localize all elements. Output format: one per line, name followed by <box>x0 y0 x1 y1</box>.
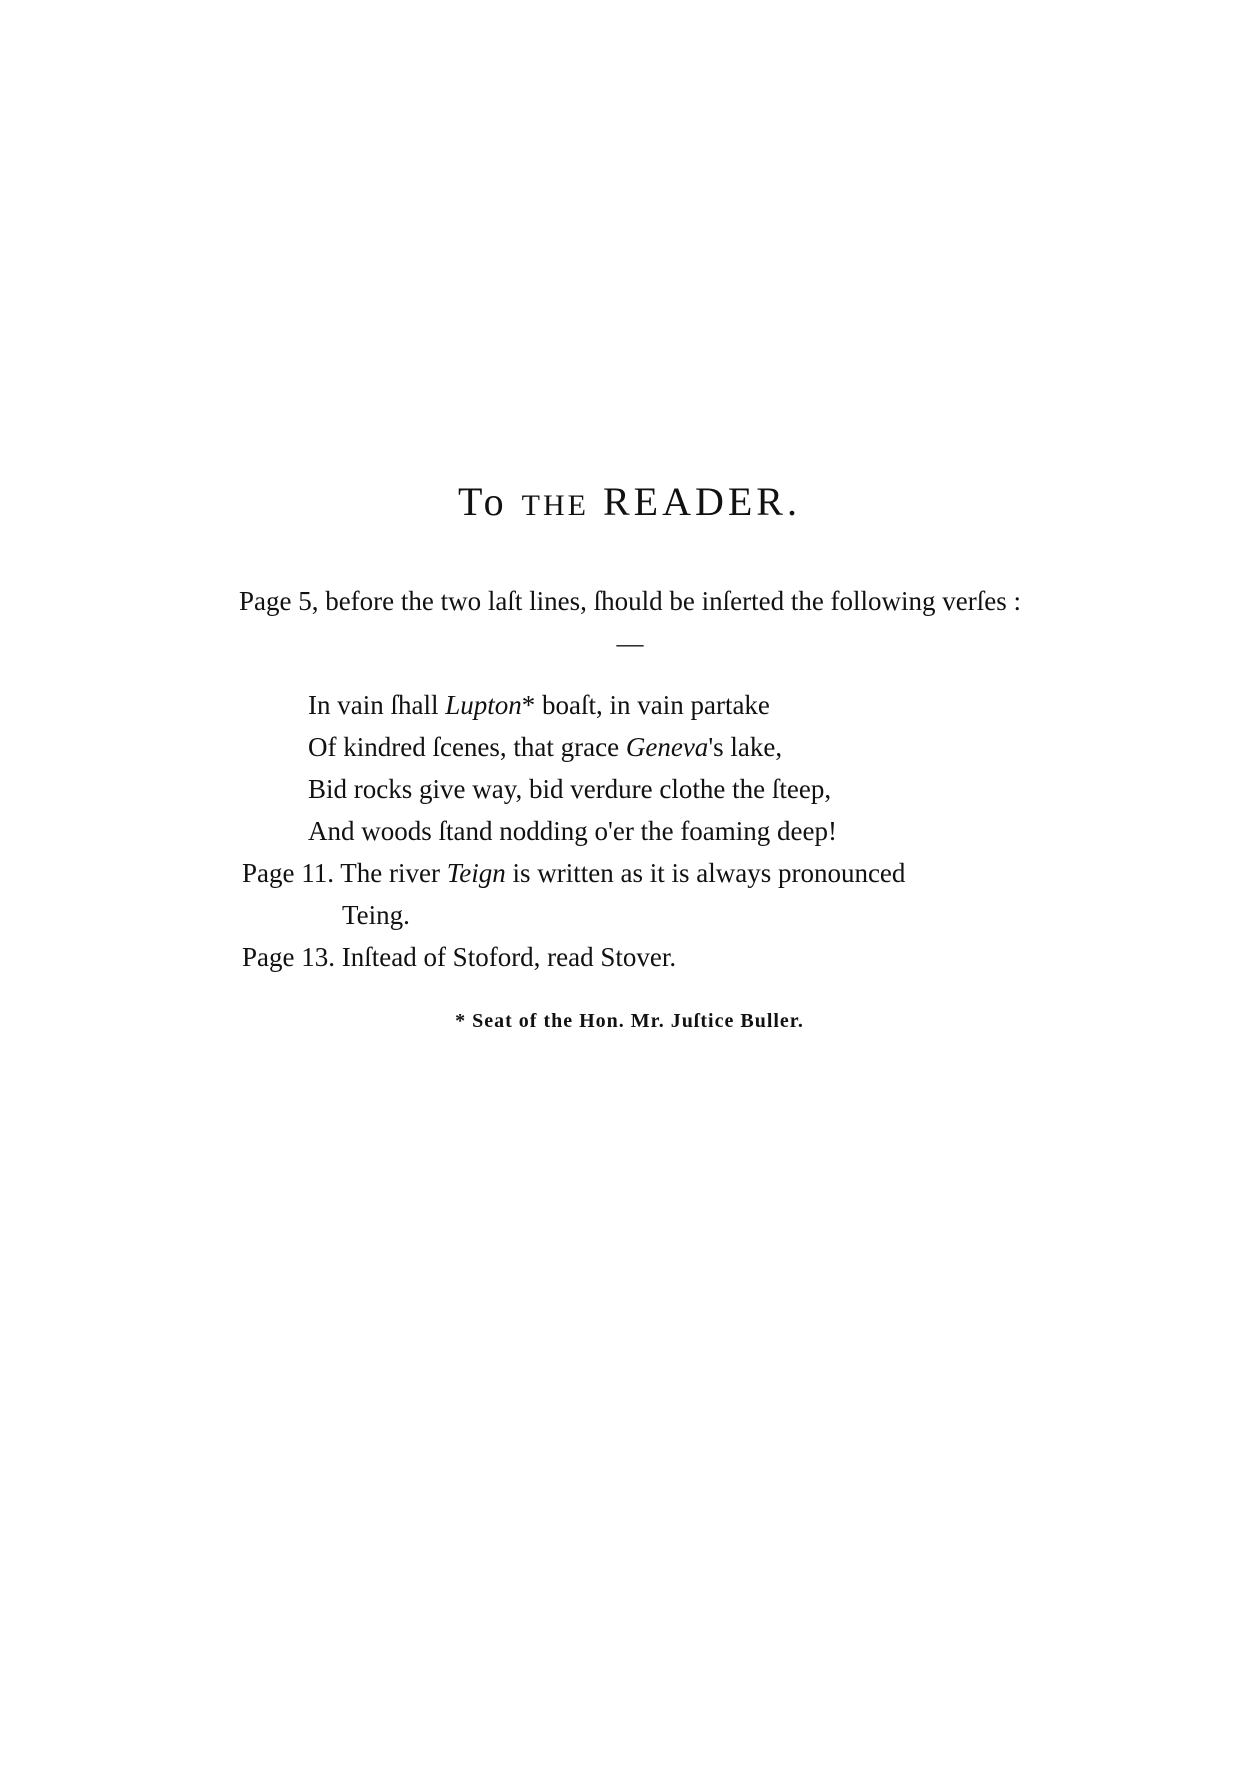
verse-line-1-start: In vain ſhall <box>308 690 446 720</box>
errata-entry-page-13: Page 13. Inſtead of Stoford, read Stover. <box>242 942 677 972</box>
verse-line-2 <box>308 726 837 768</box>
verse-line-2-end: 's lake, <box>708 732 783 762</box>
verse-line-2-start: Of kindred ſcenes, that grace <box>308 732 626 762</box>
errata-list <box>242 852 1042 978</box>
title-the: THE <box>521 489 589 522</box>
errata-entry-1-end: is written as it is always pronounced <box>505 858 906 888</box>
verse-line-2-italic: Geneva <box>625 732 709 762</box>
errata-intro: Page 5, before the two laſt lines, ſhould be inſerted the following verſes :— <box>238 586 1022 658</box>
errata-entry-page-11 <box>242 852 1042 894</box>
inserted-verses <box>308 684 837 852</box>
page-title <box>0 478 1259 525</box>
title-main: READER. <box>588 479 801 524</box>
errata-entry-1-italic: Teign <box>446 858 506 888</box>
errata-entry-1-start: Page 11. The river <box>242 858 447 888</box>
verse-line-1 <box>308 684 837 726</box>
errata-entry-1-continuation: Teing. <box>342 900 410 930</box>
title-prefix: To <box>458 479 522 524</box>
verse-line-1-end: * boaſt, in vain partake <box>521 690 770 720</box>
verse-line-4: And woods ſtand nodding o'er the foaming deep! <box>308 816 838 846</box>
verse-line-1-italic: Lupton <box>445 690 522 720</box>
verse-line-3: Bid rocks give way, bid verdure clothe the ſteep, <box>308 774 832 804</box>
footnote: * Seat of the Hon. Mr. Juſtice Buller. <box>455 1010 804 1032</box>
